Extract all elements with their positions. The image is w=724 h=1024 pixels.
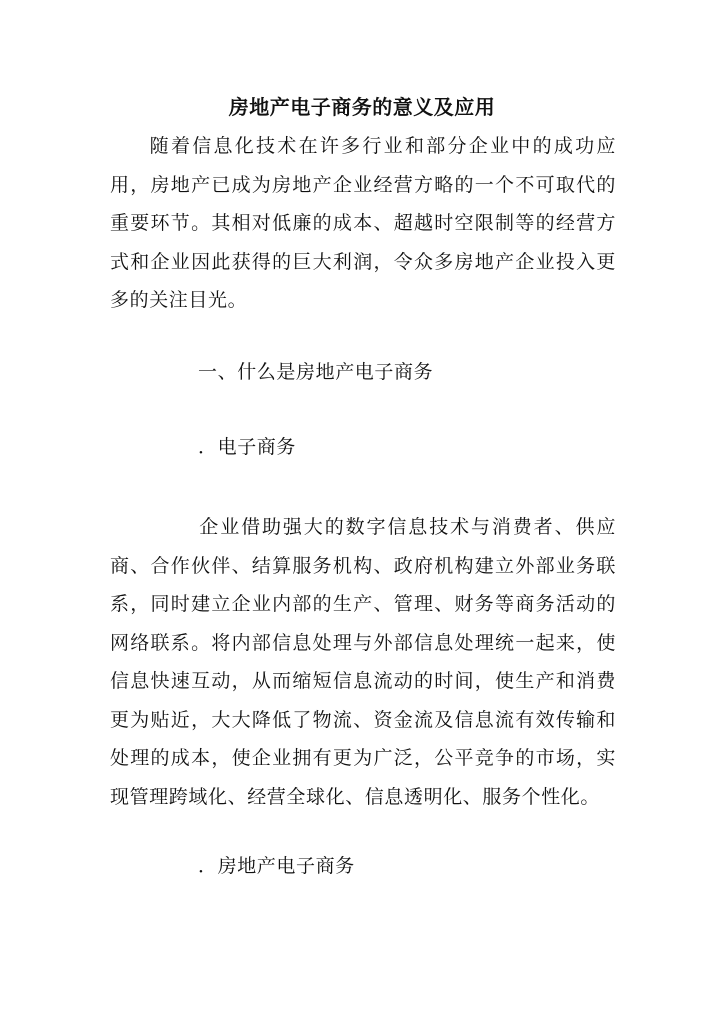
ecommerce-paragraph-text: 企业借助强大的数字信息技术与消费者、供应商、合作伙伴、结算服务机构、政府机构建立外部业务联系，同时建立企业内部的生产、管理、财务等商务活动的网络联系。将内部信息处理与外部信息处理统一起来，使信息快速互动，从而缩短信息流动的时间，使生产和消费更为贴近，大大降低了物流、资金流及信息流有效传输和处理的成本，使企业拥有更为广泛，公平竞争的市场，实现管理跨域化、经营全球化、信息透明化、服务个性化。 bbox=[110, 516, 616, 808]
intro-paragraph-text: 随着信息化技术在许多行业和部分企业中的成功应用，房地产已成为房地产企业经营方略的一个不可取代的重要环节。其相对低廉的成本、超越时空限制等的经营方式和企业因此获得的巨大利润，令众多房地产企业投入更多的关注目光。 bbox=[110, 135, 616, 311]
ecommerce-paragraph bbox=[110, 508, 616, 816]
subsection-heading-real-estate-ecommerce: ．房地产电子商务 bbox=[198, 855, 355, 877]
subsection-heading-ecommerce: ．电子商务 bbox=[198, 436, 297, 458]
document-title: 房地产电子商务的意义及应用 bbox=[228, 95, 496, 119]
intro-paragraph bbox=[110, 127, 616, 320]
section-heading: 一、什么是房地产电子商务 bbox=[198, 361, 434, 383]
